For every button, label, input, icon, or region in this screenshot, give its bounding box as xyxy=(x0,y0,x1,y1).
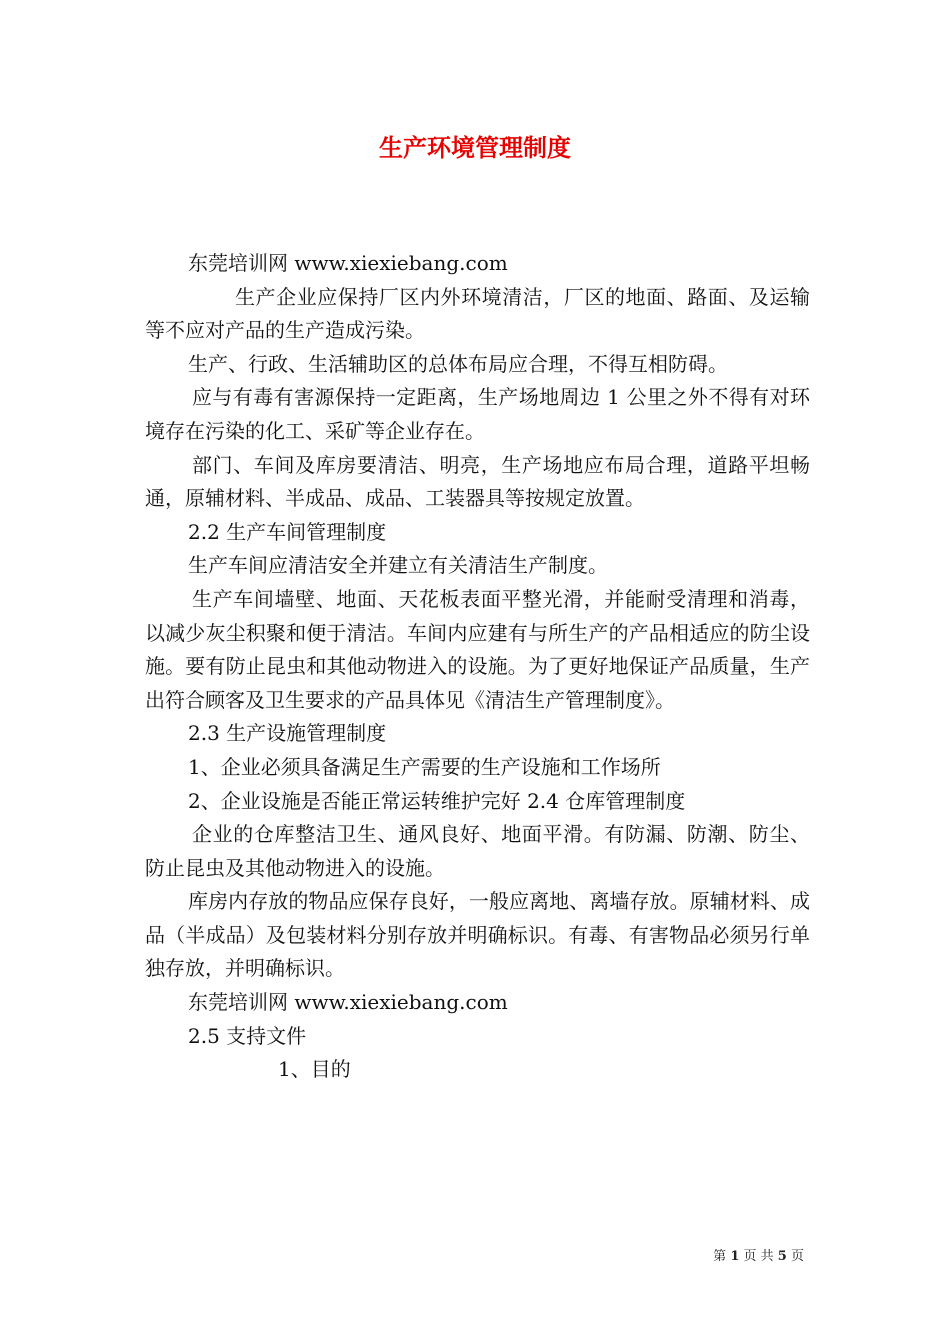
section-heading-2-2: 2.2 生产车间管理制度 xyxy=(188,519,387,544)
footer-prefix: 第 xyxy=(713,1249,727,1264)
section-heading-2-3: 2.3 生产设施管理制度 xyxy=(188,721,387,746)
page-number-footer xyxy=(713,1248,804,1266)
document-body xyxy=(145,247,810,1087)
paragraph-departments: 部门、车间及库房要清洁、明亮，生产场地应布局合理，道路平坦畅通，原辅材料、半成品、成品、工装器具等按规定放置。 xyxy=(145,452,810,511)
paragraph-source-line-2: 东莞培训网 www.xiexiebang.com xyxy=(188,990,508,1015)
footer-page-number: 1 xyxy=(730,1249,740,1264)
paragraph-environment-clean: 生产企业应保持厂区内外环境清洁，厂区的地面、路面、及运输等不应对产品的生产造成污染。 xyxy=(145,284,810,343)
footer-suffix: 页 xyxy=(790,1249,804,1264)
paragraph-workshop-walls: 生产车间墙壁、地面、天花板表面平整光滑，并能耐受清理和消毒，以减少灰尘积聚和便于清洁。车间内应建有与所生产的产品相适应的防尘设施。要有防止昆虫和其他动物进入的设施。为了更好地保证产品质量，生产出符合顾客及卫生要求的产品具体见《清洁生产管理制度》。 xyxy=(145,586,810,712)
footer-middle: 页 共 xyxy=(743,1249,774,1264)
paragraph-warehouse: 企业的仓库整洁卫生、通风良好、地面平滑。有防漏、防潮、防尘、防止昆虫及其他动物进入的设施。 xyxy=(145,822,810,880)
list-item-facility-2: 2、企业设施是否能正常运转维护完好 2.4 仓库管理制度 xyxy=(188,788,686,813)
paragraph-storage: 库房内存放的物品应保存良好，一般应离地、离墙存放。原辅材料、成品（半成品）及包装材料分别存放并明确标识。有毒、有害物品必须另行单独存放，并明确标识。 xyxy=(145,889,810,981)
list-item-purpose: 1、目的 xyxy=(278,1057,351,1082)
paragraph-workshop-clean: 生产车间应清洁安全并建立有关清洁生产制度。 xyxy=(188,553,608,578)
paragraph-source-line: 东莞培训网 www.xiexiebang.com xyxy=(188,251,508,275)
document-title: 生产环境管理制度 xyxy=(379,134,571,162)
footer-total-pages: 5 xyxy=(777,1249,787,1264)
paragraph-layout: 生产、行政、生活辅助区的总体布局应合理，不得互相防碍。 xyxy=(188,351,728,376)
paragraph-distance: 应与有毒有害源保持一定距离，生产场地周边 1 公里之外不得有对环境存在污染的化工、采矿等企业存在。 xyxy=(145,385,810,443)
section-heading-2-5: 2.5 支持文件 xyxy=(188,1023,307,1048)
list-item-facility-1: 1、企业必须具备满足生产需要的生产设施和工作场所 xyxy=(188,754,661,779)
